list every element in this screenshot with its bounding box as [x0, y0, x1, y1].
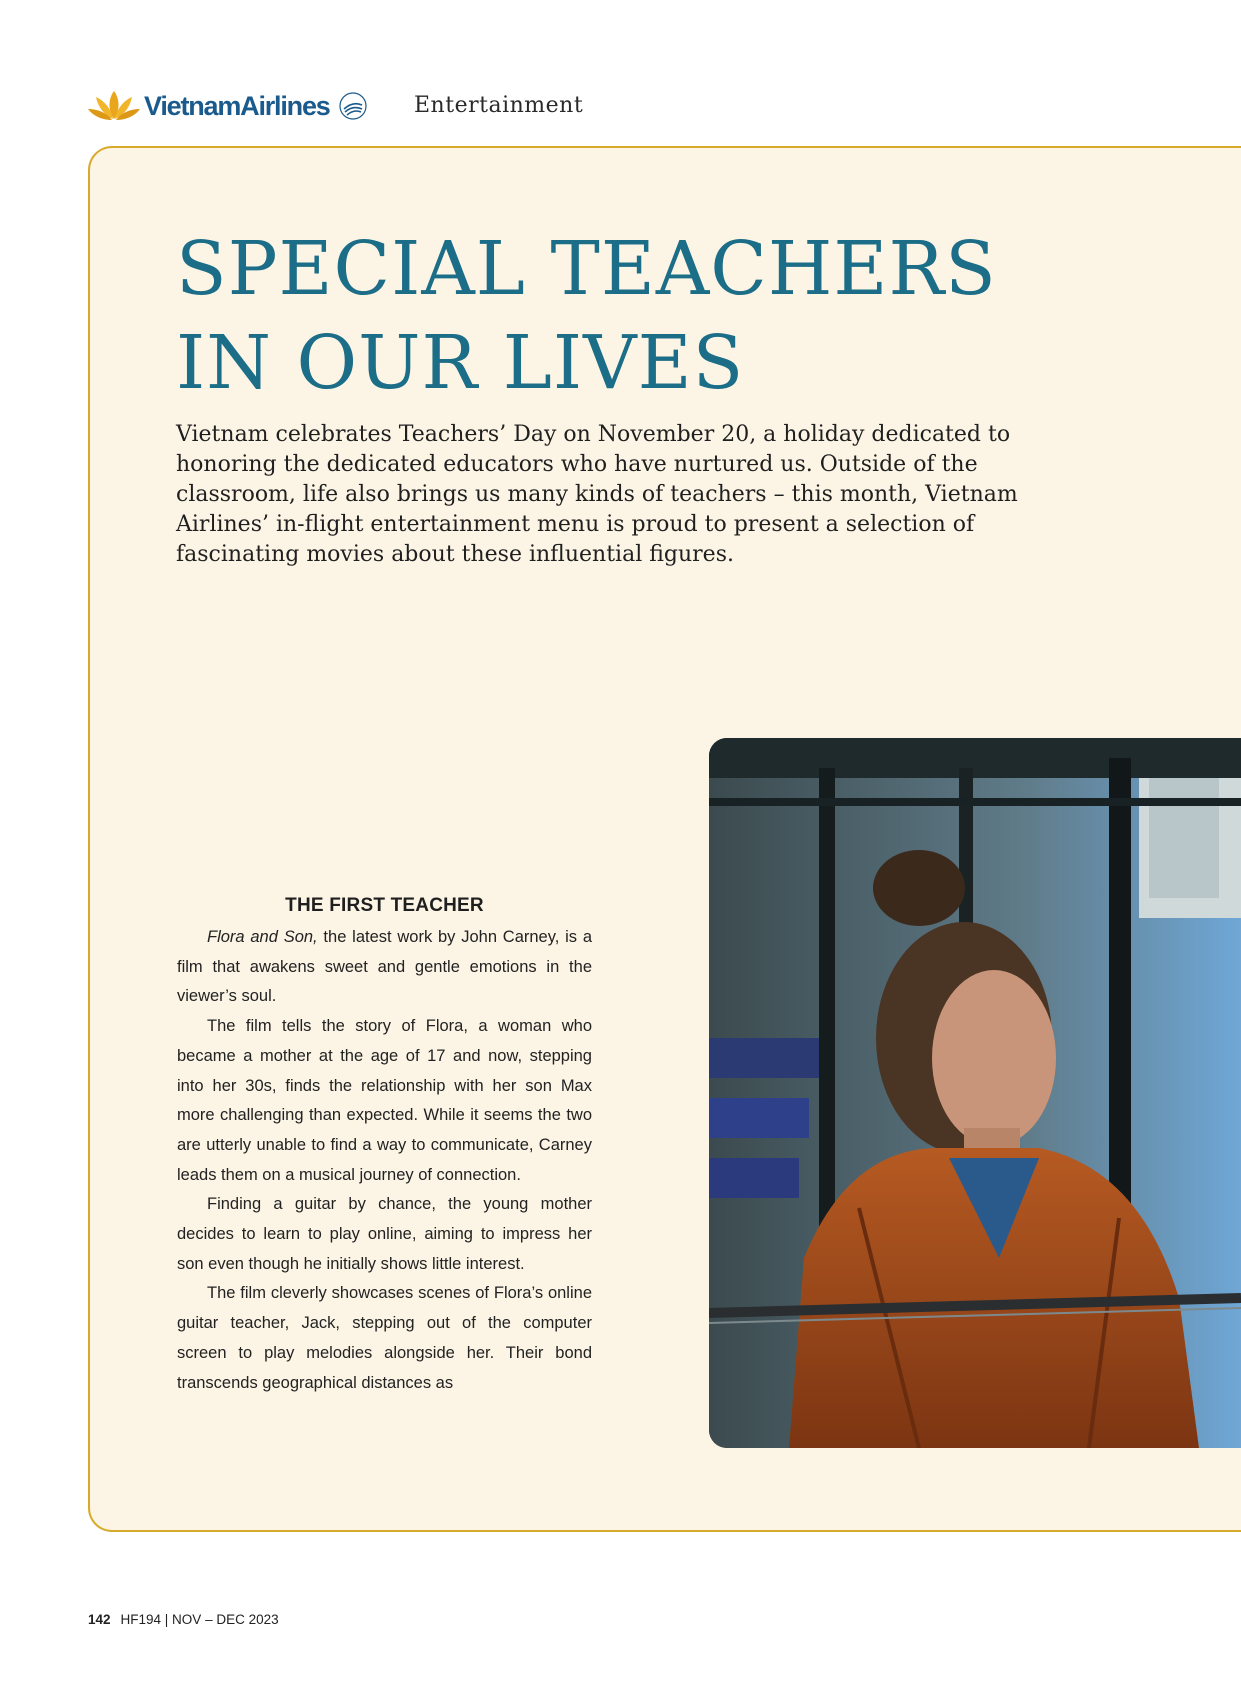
article-column — [177, 895, 592, 1398]
section-label: Entertainment — [414, 93, 584, 118]
brand-wordmark: VietnamAirlines — [144, 90, 330, 121]
page-footer — [88, 1612, 279, 1627]
paragraph-3: Finding a guitar by chance, the young mother decides to learn to play online, aiming to impress her son even though he initially shows little interest. — [177, 1195, 592, 1273]
section-subheading: THE FIRST TEACHER — [285, 895, 484, 916]
lotus-logo-icon — [88, 89, 140, 123]
film-title: Flora and Son, — [207, 928, 318, 946]
paragraph-1 — [177, 923, 592, 1012]
page-header — [88, 84, 368, 128]
title-line-1: SPECIAL TEACHERS — [176, 226, 997, 312]
paragraph-2: The film tells the story of Flora, a woman who became a mother at the age of 17 and now, stepping into her 30s, finds the relationship with her son Max more challenging than expected. While it seems the two are utterly unable to find a way to communicate, Carney leads them on a musical journey of connection. — [177, 1017, 592, 1184]
paragraph-4: The film cleverly showcases scenes of Flora’s online guitar teacher, Jack, stepping out of the computer screen to play melodies alongside her. Their bond transcends geographical distances as — [177, 1284, 592, 1392]
article-title — [176, 222, 1076, 410]
page-number: 142 — [88, 1612, 111, 1627]
article-intro: Vietnam celebrates Teachers’ Day on November 20, a holiday dedicated to honoring the dedicated educators who have nurtured us. Outside of the classroom, life also brings us many kinds of teachers – this month, Vietnam Airlines’ in-flight entertainment menu is proud to present a selection of fascinating movies about these influential figures. — [176, 422, 1018, 567]
issue-info: HF194 | NOV – DEC 2023 — [120, 1612, 279, 1627]
paragraph-1-text: the latest work by John Carney, is a film that awakens sweet and gentle emotions in the viewer’s soul. — [177, 928, 592, 1006]
film-still-photo — [709, 738, 1241, 1448]
skyteam-logo-icon — [338, 91, 368, 121]
woman-on-bus-illustration — [709, 738, 1241, 1448]
title-line-2: IN OUR LIVES — [176, 320, 745, 406]
